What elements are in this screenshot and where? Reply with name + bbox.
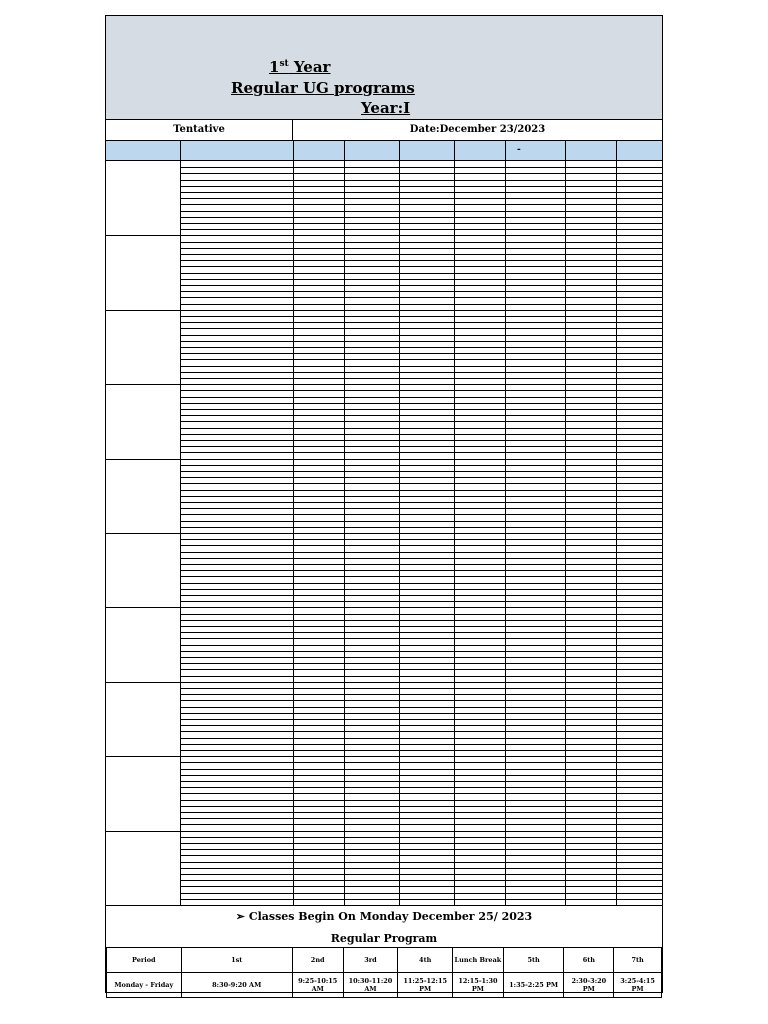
period-cell: Lunch Break: [453, 948, 504, 973]
row-line: [180, 793, 662, 794]
row-line: [180, 297, 662, 298]
row-line: [180, 589, 662, 590]
row-line: [180, 304, 662, 305]
header-column-line: [505, 141, 506, 160]
row-line: [180, 242, 662, 243]
time-cell: 2:30-3:20 PM: [564, 973, 614, 998]
row-line: [180, 452, 662, 453]
row-line: [180, 719, 662, 720]
block-divider: [106, 235, 662, 236]
dash-mark: -: [517, 145, 521, 155]
row-line: [180, 180, 662, 181]
year-label: Year:I: [361, 99, 411, 117]
row-line: [180, 552, 662, 553]
row-line: [180, 812, 662, 813]
row-line: [180, 762, 662, 763]
block-divider: [106, 607, 662, 608]
time-cell: 12:15-1:30 PM: [453, 973, 504, 998]
row-line: [180, 601, 662, 602]
row-line: [180, 266, 662, 267]
row-line: [180, 886, 662, 887]
row-line: [180, 204, 662, 205]
row-line: [180, 167, 662, 168]
row-line: [180, 192, 662, 193]
bullet-arrow-icon: ➢: [235, 910, 245, 923]
timetable-sheet: [105, 15, 663, 993]
row-line: [180, 731, 662, 732]
row-line: [180, 725, 662, 726]
row-line: [180, 483, 662, 484]
row-line: [180, 508, 662, 509]
row-line: [180, 217, 662, 218]
row-line: [180, 645, 662, 646]
row-line: [180, 477, 662, 478]
row-line: [180, 800, 662, 801]
row-line: [180, 229, 662, 230]
period-cell: 7th: [614, 948, 662, 973]
header-column-line: [454, 141, 455, 160]
time-cell: 8:30-9:20 AM: [181, 973, 292, 998]
row-line: [180, 328, 662, 329]
program-heading: Regular UG programs: [231, 79, 415, 97]
classes-begin-note: ➢ Classes Begin On Monday December 25/ 2023: [235, 910, 533, 923]
row-line: [180, 211, 662, 212]
row-line: [180, 403, 662, 404]
row-line: [180, 775, 662, 776]
row-line: [180, 545, 662, 546]
block-divider: [106, 533, 662, 534]
header-column-line: [344, 141, 345, 160]
row-line: [180, 366, 662, 367]
row-line: [180, 663, 662, 664]
header-column-line: [293, 141, 294, 160]
row-line: [180, 899, 662, 900]
row-line: [180, 787, 662, 788]
row-line: [180, 694, 662, 695]
row-line: [180, 564, 662, 565]
row-line: [180, 620, 662, 621]
period-table: [106, 947, 662, 998]
row-line: [180, 223, 662, 224]
row-line: [180, 893, 662, 894]
row-line: [180, 576, 662, 577]
row-line: [180, 651, 662, 652]
row-line: [180, 874, 662, 875]
time-cell: 1:35-2:25 PM: [503, 973, 564, 998]
row-line: [180, 378, 662, 379]
column-header-row: [106, 141, 662, 161]
header-column-line: [399, 141, 400, 160]
time-row: [107, 973, 662, 998]
block-divider: [106, 682, 662, 683]
row-line: [180, 570, 662, 571]
tentative-label: Tentative: [106, 120, 293, 140]
row-line: [180, 446, 662, 447]
time-cell: 10:30-11:20 AM: [343, 973, 398, 998]
row-line: [180, 769, 662, 770]
header-column-line: [565, 141, 566, 160]
schedule-grid: [106, 161, 662, 905]
row-line: [180, 880, 662, 881]
row-line: [180, 465, 662, 466]
row-line: [180, 254, 662, 255]
date-label: Date:December 23/2023: [409, 124, 546, 135]
row-line: [180, 843, 662, 844]
row-line: [180, 595, 662, 596]
row-line: [180, 496, 662, 497]
period-cell: 2nd: [292, 948, 343, 973]
block-divider: [106, 756, 662, 757]
row-line: [180, 614, 662, 615]
row-line: [180, 750, 662, 751]
row-line: [180, 409, 662, 410]
row-line: [180, 824, 662, 825]
row-line: [180, 372, 662, 373]
row-line: [180, 713, 662, 714]
row-line: [180, 806, 662, 807]
row-line: [180, 397, 662, 398]
row-line: [180, 260, 662, 261]
row-line: [180, 849, 662, 850]
row-line: [180, 390, 662, 391]
row-line: [180, 353, 662, 354]
row-line: [180, 248, 662, 249]
row-line: [180, 539, 662, 540]
row-line: [180, 291, 662, 292]
row-line: [180, 322, 662, 323]
row-line: [180, 558, 662, 559]
row-line: [180, 490, 662, 491]
row-line: [180, 173, 662, 174]
row-line: [180, 421, 662, 422]
row-line: [180, 521, 662, 522]
row-line: [180, 669, 662, 670]
row-line: [180, 285, 662, 286]
row-line: [180, 818, 662, 819]
row-line: [180, 688, 662, 689]
row-line: [180, 700, 662, 701]
block-divider: [106, 310, 662, 311]
row-line: [180, 198, 662, 199]
row-line: [180, 359, 662, 360]
document-header: [106, 16, 662, 120]
block-divider: [106, 831, 662, 832]
period-cell: 4th: [398, 948, 453, 973]
row-line: [180, 855, 662, 856]
time-cell: Monday - Friday: [107, 973, 182, 998]
footer: [106, 905, 662, 992]
time-cell: 3:25-4:15 PM: [614, 973, 662, 998]
block-divider: [106, 384, 662, 385]
regular-program-title: Regular Program: [330, 932, 438, 945]
row-line: [180, 638, 662, 639]
row-line: [180, 347, 662, 348]
period-cell: 5th: [503, 948, 564, 973]
row-line: [180, 738, 662, 739]
row-line: [180, 676, 662, 677]
row-line: [180, 273, 662, 274]
row-line: [180, 626, 662, 627]
time-cell: 11:25-12:15 PM: [398, 973, 453, 998]
row-line: [180, 415, 662, 416]
time-cell: 9:25-10:15 AM: [292, 973, 343, 998]
header-column-line: [616, 141, 617, 160]
period-cell: Period: [107, 948, 182, 973]
block-divider: [106, 459, 662, 460]
row-line: [180, 707, 662, 708]
row-line: [180, 428, 662, 429]
header-column-line: [180, 141, 181, 160]
row-line: [180, 781, 662, 782]
row-line: [180, 527, 662, 528]
row-line: [180, 502, 662, 503]
period-cell: 1st: [181, 948, 292, 973]
year-heading: 1st Year: [269, 58, 331, 76]
row-line: [180, 837, 662, 838]
row-line: [180, 632, 662, 633]
row-line: [180, 440, 662, 441]
row-line: [180, 316, 662, 317]
row-line: [180, 186, 662, 187]
row-line: [180, 514, 662, 515]
row-line: [180, 341, 662, 342]
period-row: [107, 948, 662, 973]
row-line: [180, 657, 662, 658]
period-cell: 3rd: [343, 948, 398, 973]
meta-row: [106, 120, 662, 141]
row-line: [180, 744, 662, 745]
period-cell: 6th: [564, 948, 614, 973]
row-line: [180, 434, 662, 435]
row-line: [180, 335, 662, 336]
row-line: [180, 868, 662, 869]
row-line: [180, 862, 662, 863]
row-line: [180, 471, 662, 472]
row-line: [180, 279, 662, 280]
row-line: [180, 583, 662, 584]
